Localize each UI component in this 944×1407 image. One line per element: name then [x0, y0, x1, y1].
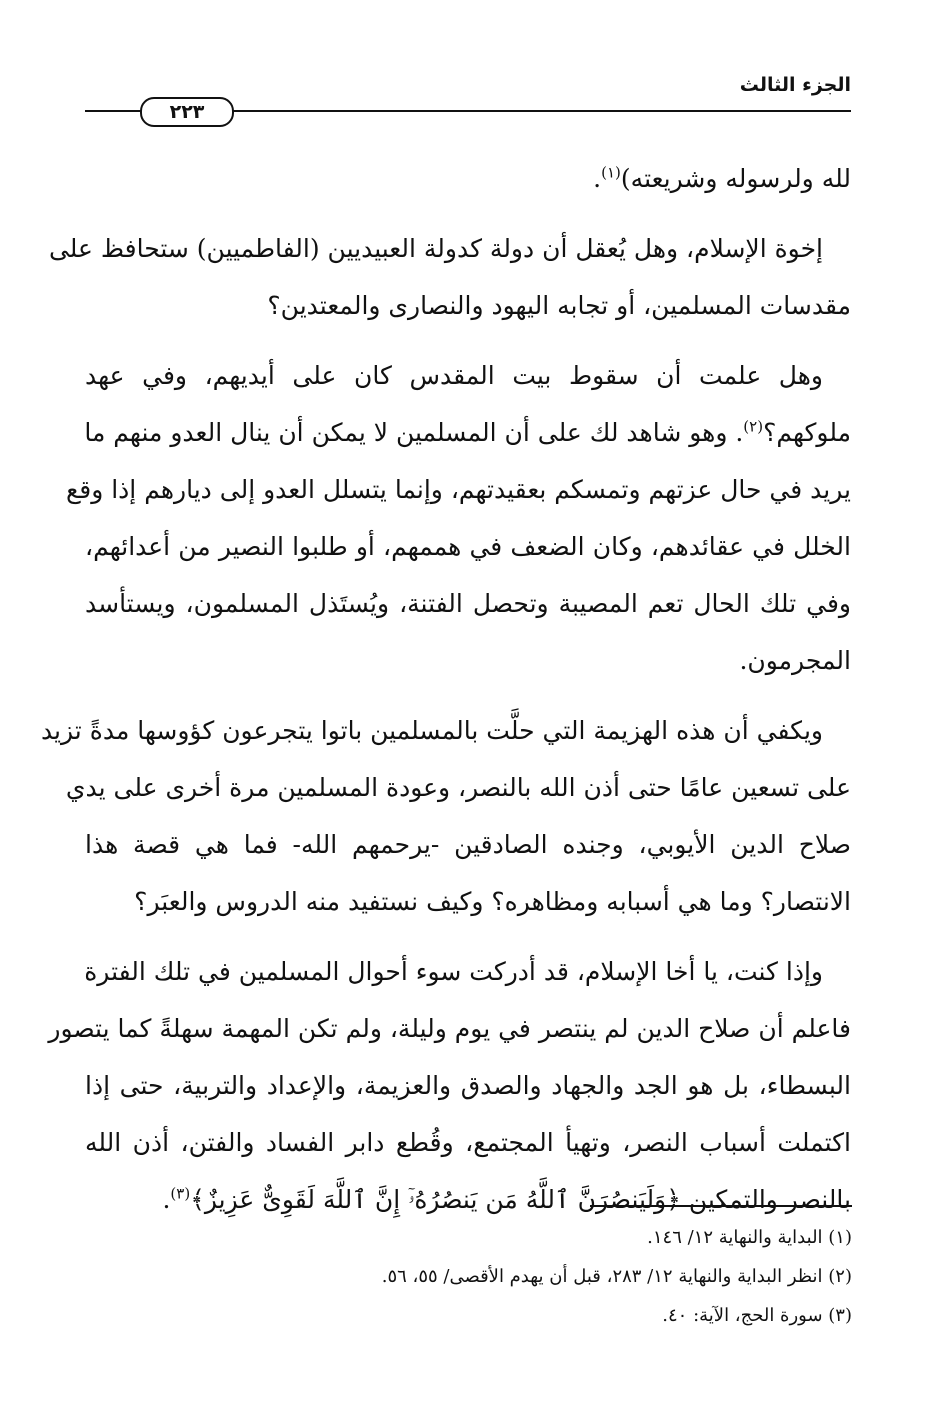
text-fragment: بالنصر والتمكين: [688, 1185, 851, 1214]
footnote-3: (٣) سورة الحج، الآية: ٤٠.: [662, 1305, 852, 1326]
quran-verse: ﴿وَلَيَنصُرَنَّ ٱللَّهُ مَن يَنصُرُهُۥٓ إِنَّ ٱللَّهَ لَقَوِىٌّ عَزِيزٌ﴾: [190, 1185, 681, 1214]
text-fragment: ملوكهم؟: [763, 418, 851, 447]
text-line: ويكفي أن هذه الهزيمة التي حلَّت بالمسلمين باتوا يتجرعون كؤوسها مدةً تزيد: [40, 716, 823, 745]
text-line: على تسعين عامًا حتى أذن الله بالنصر، وعودة المسلمين مرة أخرى على يدي: [65, 773, 851, 802]
footnote-ref-3: (٣): [170, 1184, 191, 1203]
text-line: وإذا كنت، يا أخا الإسلام، قد أدركت سوء أحوال المسلمين في تلك الفترة: [84, 957, 823, 986]
text-line: المجرمون.: [739, 646, 851, 675]
text-line: إخوة الإسلام، وهل يُعقل أن دولة كدولة العبيديين (الفاطميين) ستحافظ على: [48, 234, 823, 263]
text-fragment: . وهو شاهد لك على أن المسلمين لا يمكن أن ينال العدو منهم ما: [84, 418, 744, 447]
text-line: مقدسات المسلمين، أو تجابه اليهود والنصارى والمعتدين؟: [267, 291, 851, 320]
text-line: يريد في حال عزتهم وتمسكم بعقيدتهم، وإنما يتسلل العدو إلى ديارهم إذا وقع: [65, 475, 851, 504]
footnotes: [152, 1218, 852, 1335]
text-line: اكتملت أسباب النصر، وتهيأ المجتمع، وقُطع دابر الفساد والفتن، أذن الله: [85, 1128, 851, 1157]
text-fragment: .: [162, 1185, 171, 1214]
main-text: [40, 150, 851, 1241]
running-title: الجزء الثالث: [739, 74, 851, 96]
paragraph-continuation: [85, 150, 851, 207]
text-line: الخلل في عقائدهم، وكان الضعف في هممهم، أو طلبوا النصير من أعدائهم،: [85, 532, 851, 561]
footnote-ref-1: (١): [601, 163, 621, 182]
page-header: [85, 70, 851, 130]
text-line: لله ولرسوله وشريعته): [620, 164, 851, 193]
footnote-2: (٢) انظر البداية والنهاية ١٢/ ٢٨٣، قبل أن يهدم الأقصى/ ٥٥، ٥٦.: [381, 1266, 852, 1287]
text-line: فاعلم أن صلاح الدين لم ينتصر في يوم وليلة، ولم تكن المهمة سهلةً كما يتصور: [48, 1014, 851, 1043]
text-line: البسطاء، بل هو الجد والجهاد والصدق والعزيمة، والإعداد والتربية، حتى إذا: [85, 1071, 851, 1100]
page-number: ٢٢٣: [140, 97, 234, 127]
text-line: وهل علمت أن سقوط بيت المقدس كان على أيديهم، وفي عهد: [85, 361, 823, 390]
text-line: الانتصار؟ وما هي أسبابه ومظاهره؟ وكيف نستفيد منه الدروس والعبَر؟: [134, 887, 851, 916]
text-fragment: .: [593, 164, 602, 193]
footnote-separator: [590, 1205, 852, 1207]
footnote-ref-2: (٢): [743, 417, 764, 436]
paragraph-1: [48, 220, 851, 334]
paragraph-2: [65, 347, 851, 689]
footnote-1: (١) البداية والنهاية ١٢/ ١٤٦.: [647, 1227, 852, 1248]
text-line: صلاح الدين الأيوبي، وجنده الصادقين -يرحمهم الله- فما هي قصة هذا: [85, 830, 851, 859]
text-line: وفي تلك الحال تعم المصيبة وتحصل الفتنة، ويُستَذل المسلمون، ويستأسد: [85, 589, 851, 618]
paragraph-4: [48, 943, 851, 1228]
paragraph-3: [40, 702, 851, 930]
